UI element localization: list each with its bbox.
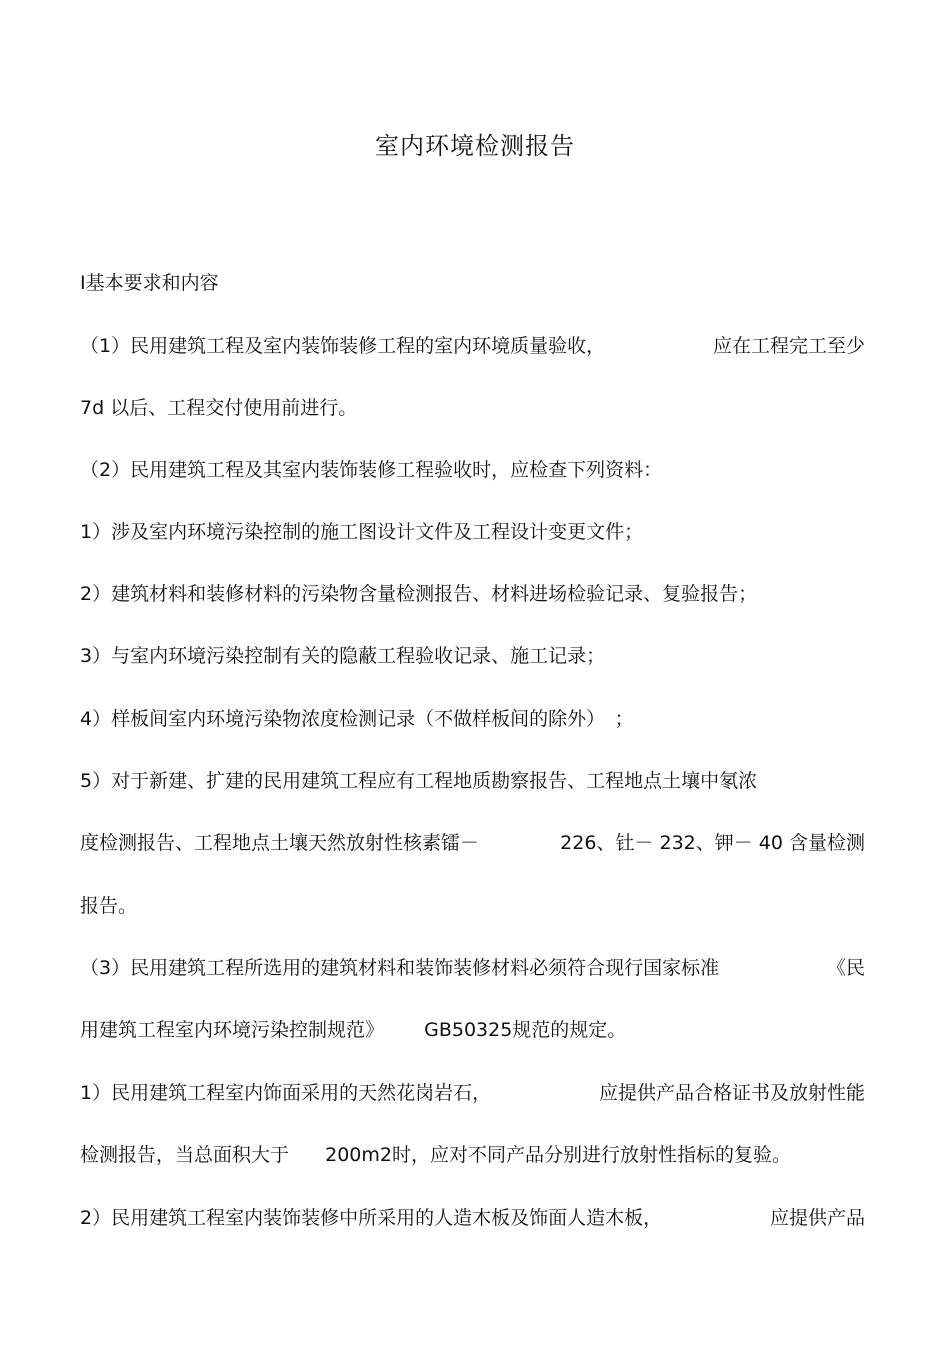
paragraph-1-line-1-part-a: （1）民用建筑工程及室内装饰装修工程的室内环境质量验收， — [80, 335, 606, 357]
paragraph-3-item-2-line-1 — [80, 1205, 865, 1231]
paragraph-3-item-1-line-2-part-b: 200m2时，应对不同产品分别进行放射性指标的复验。 — [325, 1144, 791, 1166]
paragraph-2: （2）民用建筑工程及其室内装饰装修工程验收时，应检查下列资料： — [80, 459, 663, 481]
paragraph-3-line-2-part-a: 用建筑工程室内环境污染控制规范》 — [80, 1019, 385, 1041]
list-item-5-line-2-part-a: 度检测报告、工程地点土壤天然放射性核素镭－ — [80, 832, 480, 854]
list-item-1: 1）涉及室内环境污染控制的施工图设计文件及工程设计变更文件； — [80, 521, 644, 543]
list-item-2: 2）建筑材料和装修材料的污染物含量检测报告、材料进场检验记录、复验报告； — [80, 583, 758, 605]
paragraph-3-line-1 — [80, 955, 865, 981]
document-title: 室内环境检测报告 — [375, 132, 575, 160]
paragraph-3-line-2-part-b: GB50325规范的规定。 — [424, 1019, 627, 1041]
paragraph-3-line-1-part-b: 《民 — [826, 957, 865, 979]
paragraph-3-item-2-line-1-part-a: 2）民用建筑工程室内装饰装修中所采用的人造木板及饰面人造木板， — [80, 1207, 663, 1229]
paragraph-1-line-1 — [80, 333, 865, 359]
list-item-5-line-1: 5）对于新建、扩建的民用建筑工程应有工程地质勘察报告、工程地点土壤中氡浓 — [80, 770, 758, 792]
paragraph-3-item-1-line-1-part-b: 应提供产品合格证书及放射性能 — [598, 1082, 865, 1104]
list-item-5-line-3: 报告。 — [80, 895, 138, 917]
paragraph-3-item-1-line-1-part-a: 1）民用建筑工程室内饰面采用的天然花岗岩石， — [80, 1082, 492, 1104]
paragraph-1-line-2: 7d 以后、工程交付使用前进行。 — [80, 397, 358, 419]
paragraph-3-item-1-line-2-part-a: 检测报告，当总面积大于 — [80, 1144, 290, 1166]
paragraph-3-item-2-line-1-part-b: 应提供产品 — [769, 1207, 865, 1229]
list-item-4: 4）样板间室内环境污染物浓度检测记录（不做样板间的除外） ； — [80, 708, 634, 730]
paragraph-1-line-1-part-b: 应在工程完工至少 — [712, 335, 865, 357]
paragraph-3-line-2 — [80, 1017, 880, 1043]
paragraph-3-item-1-line-2 — [80, 1142, 880, 1168]
paragraph-3-item-1-line-1 — [80, 1080, 865, 1106]
list-item-5-line-2-part-b: 226、钍－ 232、钾－ 40 含量检测 — [560, 832, 865, 854]
section-heading: Ⅰ基本要求和内容 — [80, 272, 219, 294]
paragraph-3-line-1-part-a: （3）民用建筑工程所选用的建筑材料和装饰装修材料必须符合现行国家标准 — [80, 957, 720, 979]
list-item-5-line-2 — [80, 830, 865, 856]
list-item-3: 3）与室内环境污染控制有关的隐蔽工程验收记录、施工记录； — [80, 645, 606, 667]
